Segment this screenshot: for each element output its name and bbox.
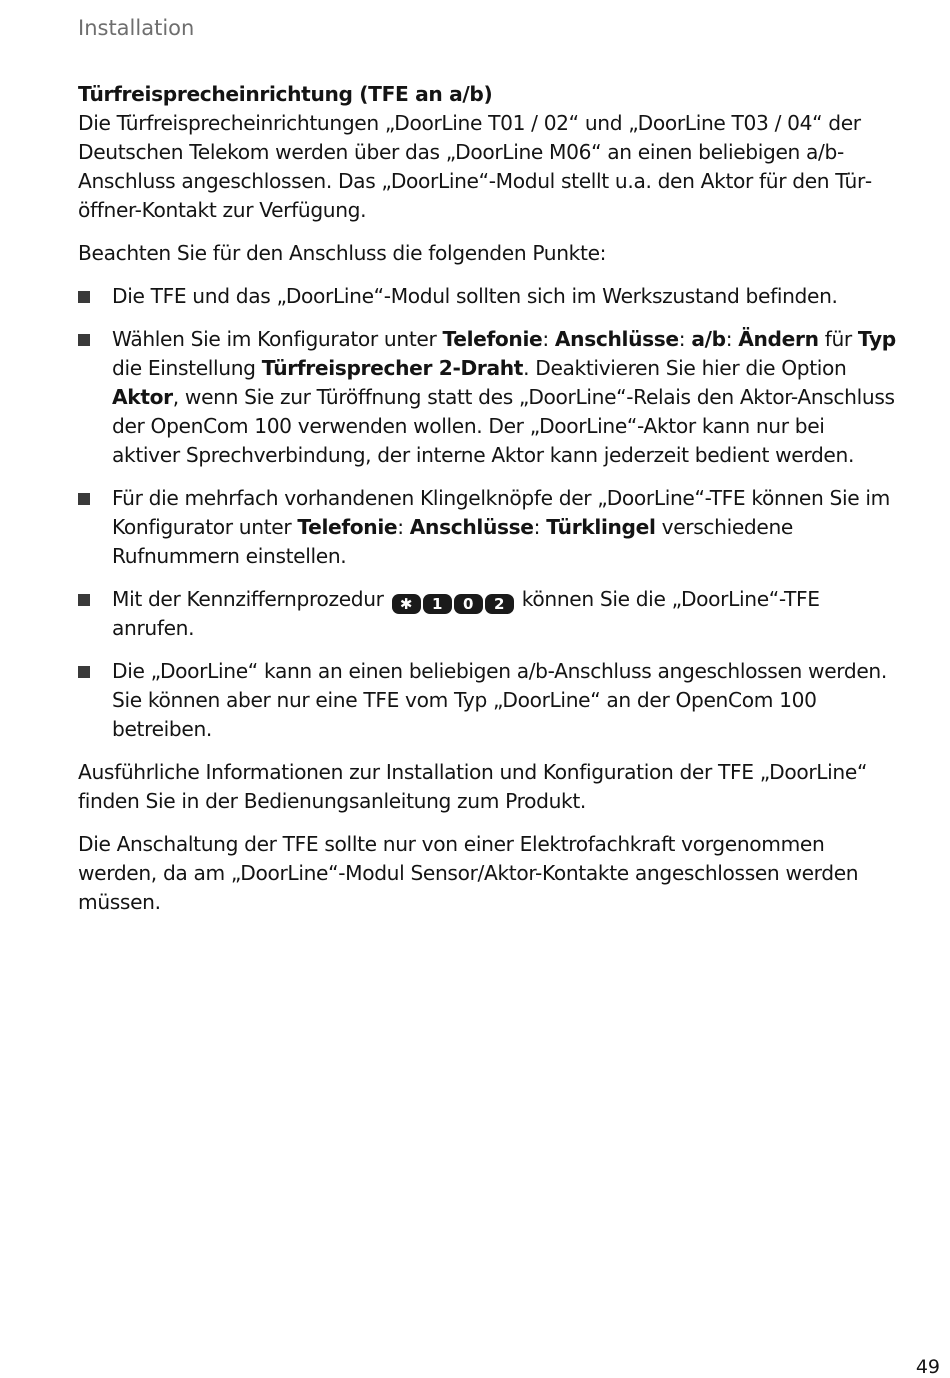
menu-path-term: Anschlüsse — [554, 327, 679, 351]
key-sequence — [392, 594, 514, 614]
section-heading: Türfreisprecheinrichtung (TFE an a/b) — [78, 82, 493, 106]
running-header: Installation — [78, 16, 195, 40]
star-key-icon: ✱ — [392, 594, 421, 614]
intro-paragraph: Die Türfreisprecheinrichtungen „DoorLine T01 / 02“ und „DoorLine T03 / 04“ der Deutschen Telekom werden über das „DoorLine M06“ an einen beliebigen a/b-Anschluss angeschlossen. Das „DoorLine“-Modul stellt u.a. den Aktor für den Türöffner-Kontakt zur Verfügung. — [78, 111, 873, 222]
square-bullet-icon — [78, 666, 90, 678]
menu-path-term: Türklingel — [546, 515, 656, 539]
note-paragraph: Beachten Sie für den Anschluss die folgenden Punkte: — [78, 241, 607, 265]
page-number: 49 — [915, 1356, 940, 1378]
page-content — [78, 80, 898, 931]
digit-key-icon: 1 — [423, 594, 452, 614]
info-paragraph: Ausführliche Informationen zur Installation und Konfiguration der TFE „DoorLine“ finden Sie in der Bedienungsanleitung zum Produkt. — [78, 760, 868, 813]
menu-path-term: a/b — [691, 327, 726, 351]
field-term: Typ — [857, 327, 896, 351]
setting-term: Türfreisprecher 2-Draht — [261, 356, 524, 380]
menu-path-term: Anschlüsse — [409, 515, 534, 539]
digit-key-icon: 0 — [454, 594, 483, 614]
list-item: Für die mehrfach vorhandenen Klingelknöpfe der „DoorLine“-TFE können Sie im Konfigurator unter Telefonie: Anschlüsse: Türklingel verschiedene Rufnummern einstellen. — [78, 484, 898, 571]
list-item: Wählen Sie im Konfigurator unter Telefonie: Anschlüsse: a/b: Ändern für Typ die Einstellung Türfreisprecher 2-Draht. Deaktivieren Sie hier die Option Aktor, wenn Sie zur Türöffnung statt des „DoorLine“-Relais den Aktor-Anschluss der OpenCom 100 verwenden wollen. Der „DoorLine“-Aktor kann nur bei aktiver Sprechverbindung, der interne Aktor kann jederzeit bedient werden. — [78, 325, 898, 470]
warning-paragraph: Die Anschaltung der TFE sollte nur von einer Elektrofachkraft vorgenommen werden, da am „DoorLine“-Modul Sensor/Aktor-Kontakte angeschlossen werden müssen. — [78, 832, 859, 914]
menu-path-term: Ändern — [738, 327, 819, 351]
square-bullet-icon — [78, 334, 90, 346]
square-bullet-icon — [78, 594, 90, 606]
list-item: Die TFE und das „DoorLine“-Modul sollten sich im Werkszustand befinden. — [78, 282, 898, 311]
menu-path-term: Telefonie — [297, 515, 398, 539]
menu-path-term: Telefonie — [442, 327, 543, 351]
option-term: Aktor — [112, 385, 173, 409]
list-item: Die „DoorLine“ kann an einen beliebigen a/b-Anschluss angeschlossen werden. Sie können aber nur eine TFE vom Typ „DoorLine“ an der OpenCom 100 betreiben. — [78, 657, 898, 744]
square-bullet-icon — [78, 291, 90, 303]
digit-key-icon: 2 — [485, 594, 514, 614]
list-item: Mit der Kennziffernprozedur ✱ 1 0 2 können Sie die „DoorLine“-TFE anrufen. — [78, 585, 898, 643]
square-bullet-icon — [78, 493, 90, 505]
instruction-list — [78, 282, 898, 744]
